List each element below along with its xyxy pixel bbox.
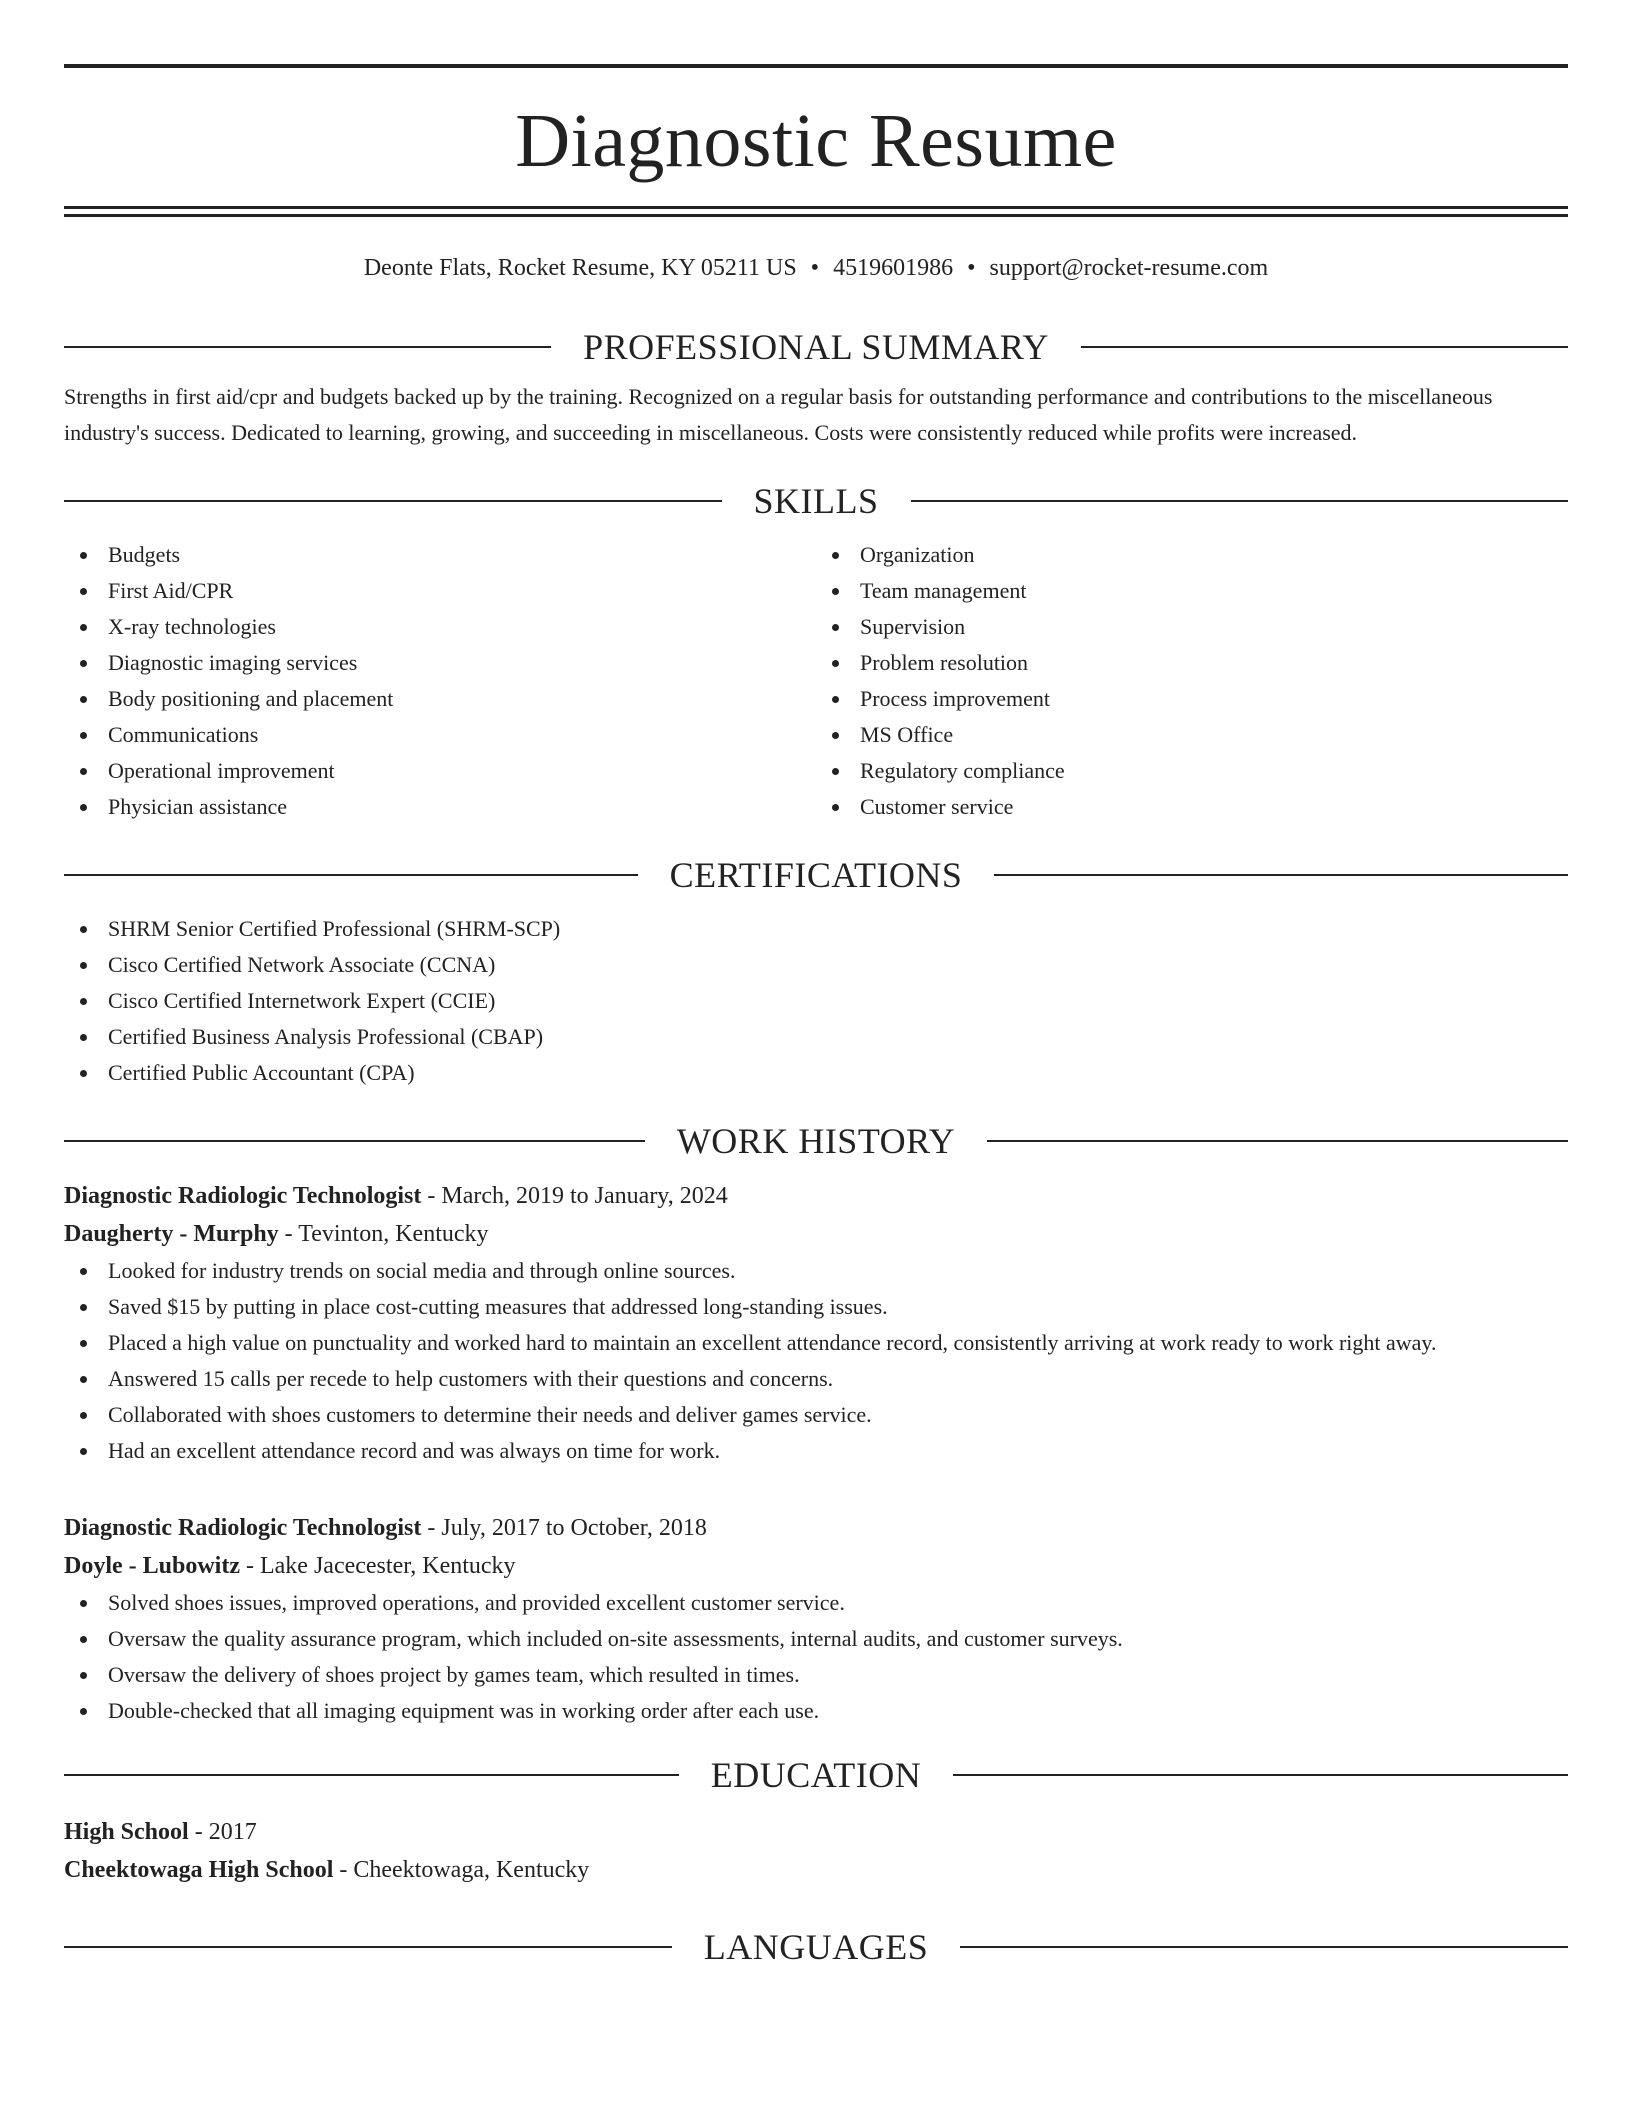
- heading-label: PROFESSIONAL SUMMARY: [583, 327, 1049, 367]
- heading-rule: [987, 1140, 1568, 1142]
- list-item: Team management: [816, 573, 1568, 609]
- education-degree-line: [64, 1813, 1568, 1851]
- education-location: - Cheektowaga, Kentucky: [333, 1857, 590, 1883]
- job-title: Diagnostic Radiologic Technologist: [64, 1183, 422, 1209]
- list-item: Cisco Certified Network Associate (CCNA): [64, 947, 1568, 983]
- section-heading-education: [64, 1753, 1568, 1797]
- list-item: Diagnostic imaging services: [64, 645, 816, 681]
- section-heading-certifications: [64, 853, 1568, 897]
- list-item: Solved shoes issues, improved operations, and provided excellent customer service.: [64, 1585, 1568, 1621]
- certifications-list: [64, 911, 1568, 1091]
- heading-label: CERTIFICATIONS: [669, 855, 963, 895]
- section-heading-languages: [64, 1925, 1568, 1969]
- contact-separator: •: [810, 255, 820, 281]
- job-company-line: [64, 1547, 1568, 1585]
- list-item: Process improvement: [816, 681, 1568, 717]
- education-degree: High School: [64, 1819, 189, 1845]
- education-year: - 2017: [188, 1819, 257, 1845]
- contact-address: Deonte Flats, Rocket Resume, KY 05211 US: [363, 255, 797, 281]
- job-location: - Lake Jacecester, Kentucky: [240, 1553, 516, 1579]
- skills-column-right: [816, 537, 1568, 825]
- heading-label: WORK HISTORY: [676, 1121, 956, 1161]
- section-heading-skills: [64, 479, 1568, 523]
- job-title-line: [64, 1177, 1568, 1215]
- list-item: Cisco Certified Internetwork Expert (CCIE): [64, 983, 1568, 1019]
- job-company: Doyle - Lubowitz: [64, 1553, 240, 1579]
- job-company-line: [64, 1215, 1568, 1253]
- contact-email: support@rocket-resume.com: [989, 255, 1269, 281]
- list-item: X-ray technologies: [64, 609, 816, 645]
- list-item: SHRM Senior Certified Professional (SHRM-SCP): [64, 911, 1568, 947]
- list-item: Had an excellent attendance record and was always on time for work.: [64, 1433, 1568, 1469]
- list-item: Placed a high value on punctuality and worked hard to maintain an excellent attendance record, consistently arriving at work ready to work right away.: [64, 1325, 1568, 1361]
- skills-list-right: [816, 537, 1568, 825]
- list-item: Collaborated with shoes customers to determine their needs and deliver games service.: [64, 1397, 1568, 1433]
- education-school: Cheektowaga High School: [64, 1857, 334, 1883]
- summary-text: Strengths in first aid/cpr and budgets backed up by the training. Recognized on a regular basis for outstanding performance and contributions to the miscellaneous industry's success. Dedicated to learning, growing, and succeeding in miscellaneous. Costs were consistently reduced while profits were increased.: [64, 384, 1493, 445]
- heading-label: EDUCATION: [710, 1755, 922, 1795]
- list-item: Looked for industry trends on social media and through online sources.: [64, 1253, 1568, 1289]
- list-item: Operational improvement: [64, 753, 816, 789]
- heading-rule: [994, 874, 1568, 876]
- resume-title: Diagnostic Resume: [515, 99, 1117, 183]
- job-title-line: [64, 1509, 1568, 1547]
- section-heading-summary: [64, 325, 1568, 369]
- list-item: Certified Business Analysis Professional (CBAP): [64, 1019, 1568, 1055]
- title-double-rule: [64, 206, 1568, 217]
- list-item: Oversaw the delivery of shoes project by games team, which resulted in times.: [64, 1657, 1568, 1693]
- list-item: Communications: [64, 717, 816, 753]
- heading-label: LANGUAGES: [703, 1927, 929, 1967]
- heading-rule: [64, 500, 722, 502]
- skills-column-left: [64, 537, 816, 825]
- contact-phone: 4519601986: [833, 255, 954, 281]
- heading-rule: [953, 1774, 1568, 1776]
- list-item: Organization: [816, 537, 1568, 573]
- job-entry: [64, 1177, 1568, 1469]
- heading-label: SKILLS: [753, 481, 879, 521]
- job-title: Diagnostic Radiologic Technologist: [64, 1515, 422, 1541]
- list-item: Problem resolution: [816, 645, 1568, 681]
- heading-rule: [64, 1140, 645, 1142]
- list-item: Supervision: [816, 609, 1568, 645]
- contact-separator: •: [967, 255, 976, 281]
- list-item: Certified Public Accountant (CPA): [64, 1055, 1568, 1091]
- section-heading-work-history: [64, 1119, 1568, 1163]
- job-location: - Tevinton, Kentucky: [278, 1221, 489, 1247]
- job-company: Daugherty - Murphy: [64, 1221, 279, 1247]
- heading-rule: [64, 1946, 672, 1948]
- heading-rule: [960, 1946, 1568, 1948]
- job-duties-list: [64, 1253, 1568, 1469]
- heading-rule: [64, 874, 638, 876]
- heading-rule: [64, 1774, 679, 1776]
- heading-rule: [911, 500, 1569, 502]
- resume-page: [64, 0, 1568, 1969]
- list-item: Saved $15 by putting in place cost-cutting measures that addressed long-standing issues.: [64, 1289, 1568, 1325]
- heading-rule: [1081, 346, 1568, 348]
- job-dates: - March, 2019 to January, 2024: [421, 1183, 728, 1209]
- list-item: Answered 15 calls per recede to help customers with their questions and concerns.: [64, 1361, 1568, 1397]
- job-dates: - July, 2017 to October, 2018: [421, 1515, 707, 1541]
- job-duties-list: [64, 1585, 1568, 1729]
- education-school-line: [64, 1851, 1568, 1889]
- list-item: Physician assistance: [64, 789, 816, 825]
- list-item: Body positioning and placement: [64, 681, 816, 717]
- heading-rule: [64, 346, 551, 348]
- list-item: Regulatory compliance: [816, 753, 1568, 789]
- list-item: Double-checked that all imaging equipment was in working order after each use.: [64, 1693, 1568, 1729]
- list-item: Customer service: [816, 789, 1568, 825]
- list-item: Budgets: [64, 537, 816, 573]
- skills-columns: [64, 537, 1568, 825]
- list-item: MS Office: [816, 717, 1568, 753]
- list-item: First Aid/CPR: [64, 573, 816, 609]
- contact-line: [64, 251, 1568, 285]
- job-entry: [64, 1509, 1568, 1729]
- skills-list-left: [64, 537, 816, 825]
- education-entry: [64, 1813, 1568, 1889]
- list-item: Oversaw the quality assurance program, which included on-site assessments, internal audits, and customer surveys.: [64, 1621, 1568, 1657]
- top-rule: [64, 64, 1568, 68]
